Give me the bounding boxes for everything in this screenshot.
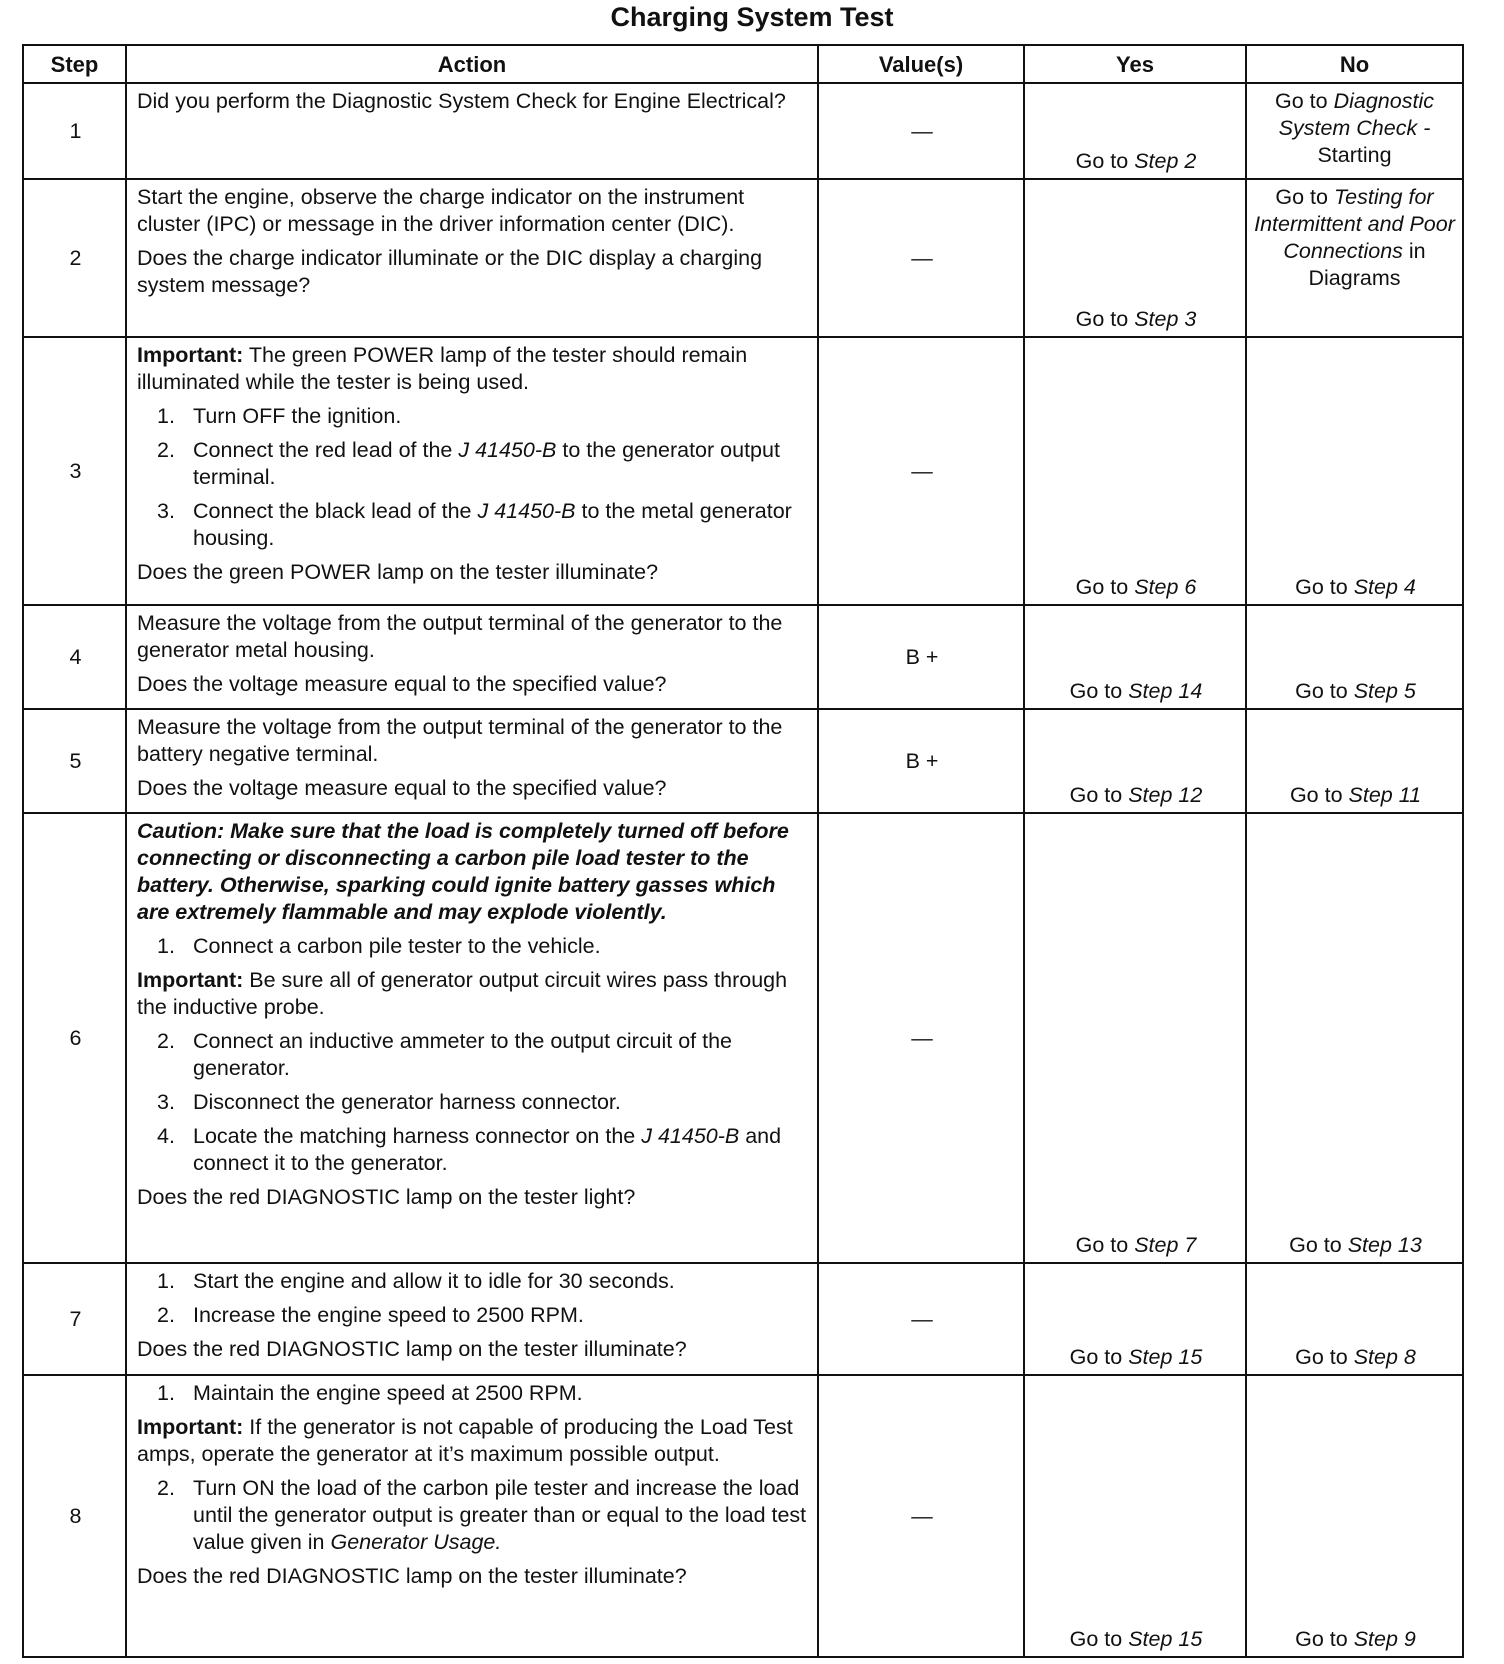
value-cell: — [818,179,1024,337]
go-to-text: Go to [1075,1233,1129,1257]
value-cell: — [818,337,1024,605]
action-text: Did you perform the Diagnostic System Check for Engine Electrical? [137,89,786,113]
step-link[interactable]: Step 14 [1128,679,1203,703]
list-number: 3. [157,499,175,523]
action-cell [126,337,818,605]
go-to-text: Go to [1069,1627,1123,1651]
yes-cell [1024,709,1246,813]
in-text: in [1408,239,1426,263]
important-label: Important: [137,1415,244,1439]
no-tail-text: Diagrams [1308,266,1401,290]
action-cell [126,179,818,337]
header-action: Action [126,45,818,83]
list-number: 2. [157,1476,175,1500]
table-row [23,605,1463,709]
list-text-part: to the generator output terminal. [193,438,780,489]
list-item [137,1302,809,1329]
action-question: Does the red DIAGNOSTIC lamp on the tester illuminate? [137,1564,687,1588]
list-item [137,1123,809,1177]
page-title: Charging System Test [610,2,894,32]
list-text: Connect an inductive ammeter to the output circuit of the generator. [193,1029,732,1080]
table-header-row [23,45,1463,83]
step-link[interactable]: Step 5 [1353,679,1416,703]
action-cell [126,83,818,179]
yes-cell [1024,813,1246,1263]
charging-system-test-table [22,44,1464,1658]
step-link[interactable]: Step 15 [1128,1627,1203,1651]
value-cell: B + [818,605,1024,709]
list-text: Start the engine and allow it to idle for 30 seconds. [193,1269,675,1293]
no-cell [1246,813,1463,1263]
list-item [137,437,809,491]
table-row [23,813,1463,1263]
list-text [193,437,809,491]
list-text-part: Locate the matching harness connector on the [193,1124,636,1148]
list-number: 1. [157,404,175,428]
list-item [137,1089,809,1116]
header-step: Step [23,45,126,83]
list-number: 2. [157,1029,175,1053]
step-link[interactable]: Step 4 [1353,575,1416,599]
action-question: Does the red DIAGNOSTIC lamp on the tester illuminate? [137,1337,687,1361]
table-row [23,709,1463,813]
important-text: The green POWER lamp of the tester should remain illuminated while the tester is being used. [137,343,748,394]
table-row [23,1263,1463,1375]
caution-note: Caution: Make sure that the load is completely turned off before connecting or disconnecting a carbon pile load tester to the battery. Otherwise, sparking could ignite battery gasses which are extremely flammable and may explode violently. [137,819,789,924]
tool-reference: J 41450-B [641,1124,740,1148]
no-tail-text: Starting [1317,143,1392,167]
step-link[interactable]: Step 7 [1134,1233,1197,1257]
go-to-text: Go to [1069,1345,1123,1369]
step-number: 3 [23,337,126,605]
list-text: Turn OFF the ignition. [193,404,402,428]
action-text: Measure the voltage from the output terminal of the generator to the generator metal housing. [137,611,783,662]
table-row [23,1375,1463,1657]
table-row [23,83,1463,179]
go-to-text: Go to [1275,89,1328,113]
header-yes: Yes [1024,45,1246,83]
go-to-text: Go to [1295,575,1348,599]
action-question: Does the voltage measure equal to the specified value? [137,776,667,800]
no-cell [1246,337,1463,605]
go-to-text: Go to [1075,149,1129,173]
action-question: Does the voltage measure equal to the specified value? [137,672,667,696]
action-question: Does the charge indicator illuminate or the DIC display a charging system message? [137,246,763,297]
list-text [193,498,809,552]
no-cell [1246,709,1463,813]
step-number: 5 [23,709,126,813]
action-cell [126,813,818,1263]
header-no: No [1246,45,1463,83]
step-link[interactable]: Step 2 [1134,149,1197,173]
go-to-text: Go to [1075,307,1129,331]
list-text-part: and connect it to the generator. [193,1124,782,1175]
list-number: 2. [157,438,175,462]
step-number: 6 [23,813,126,1263]
yes-cell [1024,337,1246,605]
important-note [137,1414,809,1468]
list-number: 3. [157,1090,175,1114]
step-link[interactable]: Step 9 [1353,1627,1416,1651]
generator-usage-reference[interactable]: Generator Usage. [330,1530,502,1554]
go-to-text: Go to [1069,679,1123,703]
step-link[interactable]: Step 8 [1353,1345,1416,1369]
action-cell [126,1263,818,1375]
step-number: 2 [23,179,126,337]
important-text: Be sure all of generator output circuit wires pass through the inductive probe. [137,968,788,1019]
list-number: 1. [157,1381,175,1405]
value-cell: — [818,813,1024,1263]
list-number: 4. [157,1124,175,1148]
action-question: Does the green POWER lamp on the tester illuminate? [137,560,659,584]
list-text-part: to the metal generator housing. [193,499,792,550]
list-text: Disconnect the generator harness connector. [193,1090,621,1114]
go-to-text: Go to [1289,783,1343,807]
yes-cell [1024,605,1246,709]
action-question: Does the red DIAGNOSTIC lamp on the tester light? [137,1185,636,1209]
step-link[interactable]: Step 11 [1348,783,1422,807]
list-item [137,1475,809,1556]
yes-cell [1024,83,1246,179]
diagnostic-system-check-link[interactable]: Diagnostic System Check - [1278,89,1434,140]
go-to-text: Go to [1069,783,1123,807]
list-text [193,1475,809,1556]
action-text: Start the engine, observe the charge indicator on the instrument cluster (IPC) or message in the driver information center (DIC). [137,185,745,236]
step-number: 1 [23,83,126,179]
list-text-part: Connect the red lead of the [193,438,453,462]
step-number: 4 [23,605,126,709]
step-number: 7 [23,1263,126,1375]
value-cell: — [818,1263,1024,1375]
important-note [137,967,809,1021]
action-cell [126,709,818,813]
go-to-text: Go to [1295,679,1348,703]
list-item [137,498,809,552]
value-cell: B + [818,709,1024,813]
list-item [137,1028,809,1082]
step-link[interactable]: Step 15 [1128,1345,1203,1369]
list-number: 1. [157,934,175,958]
go-to-text: Go to [1295,1627,1348,1651]
list-item [137,933,809,960]
step-link[interactable]: Step 12 [1128,783,1203,807]
table-row [23,337,1463,605]
tool-reference: J 41450-B [458,438,557,462]
table-row [23,179,1463,337]
list-item [137,1380,809,1407]
action-cell [126,1375,818,1657]
value-cell: — [818,1375,1024,1657]
tool-reference: J 41450-B [477,499,576,523]
important-label: Important: [137,343,244,367]
action-cell [126,605,818,709]
list-number: 1. [157,1269,175,1293]
list-text: Maintain the engine speed at 2500 RPM. [193,1381,583,1405]
important-note [137,342,809,396]
list-text-part: Turn ON the load of the carbon pile tester and increase the load until the generator output is greater than or equal to the load test value given in [193,1476,807,1554]
action-text: Measure the voltage from the output terminal of the generator to the battery negative terminal. [137,715,783,766]
testing-intermittent-link[interactable]: Testing for Intermittent and Poor Connections [1254,185,1455,263]
go-to-text: Go to [1275,185,1328,209]
yes-cell [1024,1375,1246,1657]
step-link[interactable]: Step 6 [1134,575,1197,599]
header-value: Value(s) [818,45,1024,83]
important-text: If the generator is not capable of producing the Load Test amps, operate the generator at it’s maximum possible output. [137,1415,793,1466]
step-link[interactable]: Step 3 [1134,307,1197,331]
value-cell: — [818,83,1024,179]
step-link[interactable]: Step 13 [1347,1233,1422,1257]
list-text: Increase the engine speed to 2500 RPM. [193,1303,584,1327]
list-text-part: Connect the black lead of the [193,499,472,523]
no-cell [1246,1375,1463,1657]
list-number: 2. [157,1303,175,1327]
yes-cell [1024,1263,1246,1375]
list-text: Connect a carbon pile tester to the vehicle. [193,934,601,958]
important-label: Important: [137,968,244,992]
go-to-text: Go to [1075,575,1129,599]
step-number: 8 [23,1375,126,1657]
yes-cell [1024,179,1246,337]
no-cell [1246,605,1463,709]
go-to-text: Go to [1289,1233,1342,1257]
no-cell [1246,1263,1463,1375]
list-item [137,403,809,430]
list-item [137,1268,809,1295]
go-to-text: Go to [1295,1345,1348,1369]
no-cell [1246,83,1463,179]
no-cell [1246,179,1463,337]
list-text [193,1123,809,1177]
